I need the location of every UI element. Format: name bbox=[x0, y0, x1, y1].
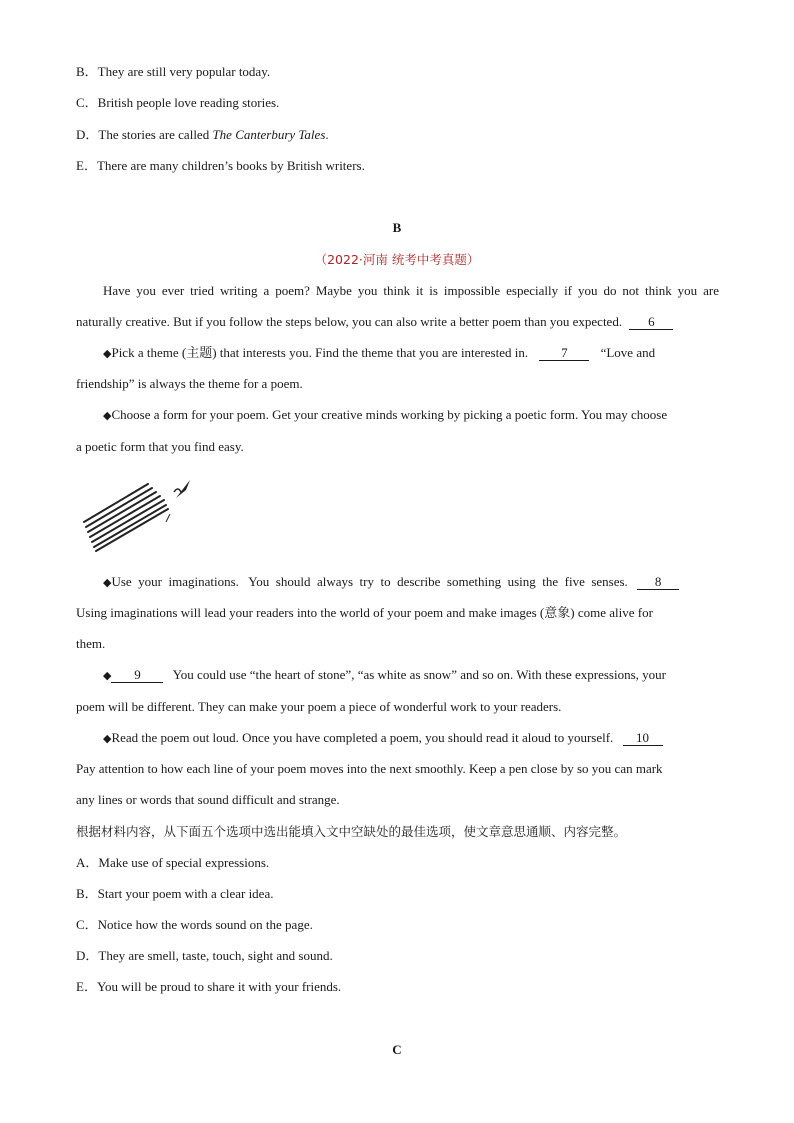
option-letter: E． bbox=[76, 158, 97, 173]
step-text: “Love and bbox=[600, 345, 656, 360]
blank-10[interactable]: 10 bbox=[623, 730, 663, 746]
option-d-part-a bbox=[76, 126, 329, 144]
step-text: Use your imaginations. You should always try to describe something using the five senses. bbox=[111, 574, 628, 589]
step-text: Read the poem out loud. Once you have completed a poem, you should read it aloud to yourself. bbox=[111, 730, 614, 745]
option-letter: D． bbox=[76, 948, 99, 963]
diamond-icon: ◆ bbox=[103, 669, 112, 682]
option-b-part-a bbox=[76, 63, 270, 81]
option-text: The stories are called bbox=[98, 127, 213, 142]
blank-9[interactable]: 9 bbox=[111, 667, 163, 683]
step-2-line-2 bbox=[76, 438, 244, 456]
instruction-text: 根据材料内容，从下面五个选项中选出能填入文中空缺处的最佳选项，使文章意思通顺、内容完整。 bbox=[76, 824, 627, 839]
option-d bbox=[76, 947, 333, 965]
step-4-line-1 bbox=[103, 666, 666, 685]
step-5-line-1 bbox=[103, 729, 663, 748]
option-text: There are many children’s books by British writers. bbox=[96, 158, 365, 173]
step-text: Pick a theme (主题) that interests you. Find the theme that you are interested in. bbox=[111, 345, 529, 360]
option-text: Start your poem with a clear idea. bbox=[97, 886, 274, 901]
diamond-icon: ◆ bbox=[103, 347, 112, 360]
step-5-line-3 bbox=[76, 791, 340, 809]
book-title: The Canterbury Tales bbox=[212, 127, 326, 142]
option-letter: C． bbox=[76, 95, 98, 110]
option-text: They are still very popular today. bbox=[97, 64, 271, 79]
option-text: They are smell, taste, touch, sight and sound. bbox=[98, 948, 333, 963]
diamond-icon: ◆ bbox=[103, 576, 112, 589]
option-text: Notice how the words sound on the page. bbox=[97, 917, 313, 932]
option-letter: B． bbox=[76, 64, 98, 79]
option-letter: D． bbox=[76, 127, 99, 142]
step-text: Using imaginations will lead your readers into the world of your poem and make images (意象) come alive for bbox=[76, 605, 653, 620]
option-letter: C． bbox=[76, 917, 98, 932]
diamond-icon: ◆ bbox=[103, 732, 112, 745]
option-letter: E． bbox=[76, 979, 97, 994]
section-c-label: C bbox=[392, 1042, 402, 1057]
step-text: You could use “the heart of stone”, “as white as snow” and so on. With these expressions, your bbox=[172, 667, 666, 682]
intro-line-1 bbox=[76, 282, 719, 300]
option-text: You will be proud to share it with your friends. bbox=[96, 979, 342, 994]
option-a bbox=[76, 854, 269, 872]
option-e bbox=[76, 978, 341, 996]
step-5-line-2 bbox=[76, 760, 663, 778]
option-e-part-a bbox=[76, 157, 365, 175]
step-text: any lines or words that sound difficult and strange. bbox=[76, 792, 340, 807]
step-3-line-3 bbox=[76, 635, 105, 653]
option-letter: B． bbox=[76, 886, 98, 901]
step-4-line-2 bbox=[76, 698, 561, 716]
option-c bbox=[76, 916, 313, 934]
section-b-label: B bbox=[392, 220, 402, 235]
option-c-part-a bbox=[76, 94, 279, 112]
option-b bbox=[76, 885, 273, 903]
step-1-line-2 bbox=[76, 375, 303, 393]
blank-8[interactable]: 8 bbox=[637, 574, 679, 590]
section-b-source: （2022·河南 统考中考真题） bbox=[314, 252, 480, 267]
step-text: a poetic form that you find easy. bbox=[76, 439, 244, 454]
step-1-line-1 bbox=[103, 344, 655, 363]
intro-line-2 bbox=[76, 313, 673, 331]
pen-icon bbox=[166, 480, 190, 522]
step-text: Pay attention to how each line of your poem moves into the next smoothly. Keep a pen close by so you can mark bbox=[76, 761, 663, 776]
option-text: Make use of special expressions. bbox=[98, 855, 270, 870]
step-2-line-1 bbox=[103, 406, 667, 425]
blank-7[interactable]: 7 bbox=[539, 345, 589, 361]
diamond-icon: ◆ bbox=[103, 409, 112, 422]
blank-6[interactable]: 6 bbox=[629, 314, 673, 330]
option-letter: A． bbox=[76, 855, 99, 870]
step-text: poem will be different. They can make your poem a piece of wonderful work to your readers. bbox=[76, 699, 562, 714]
step-text: them. bbox=[76, 636, 106, 651]
step-3-line-2 bbox=[76, 604, 653, 622]
intro-text: Have you ever tried writing a poem? Maybe you think it is impossible especially if you do not think you are bbox=[103, 283, 719, 298]
option-punct: . bbox=[325, 127, 329, 142]
option-text: British people love reading stories. bbox=[97, 95, 280, 110]
step-3-line-1 bbox=[103, 573, 679, 592]
step-text: friendship” is always the theme for a poem. bbox=[76, 376, 303, 391]
step-text: Choose a form for your poem. Get your creative minds working by picking a poetic form. You may choose bbox=[111, 407, 668, 422]
lined-paper-pen-illustration bbox=[82, 478, 194, 552]
intro-text: naturally creative. But if you follow the steps below, you can also write a better poem than you expected. bbox=[76, 314, 623, 329]
